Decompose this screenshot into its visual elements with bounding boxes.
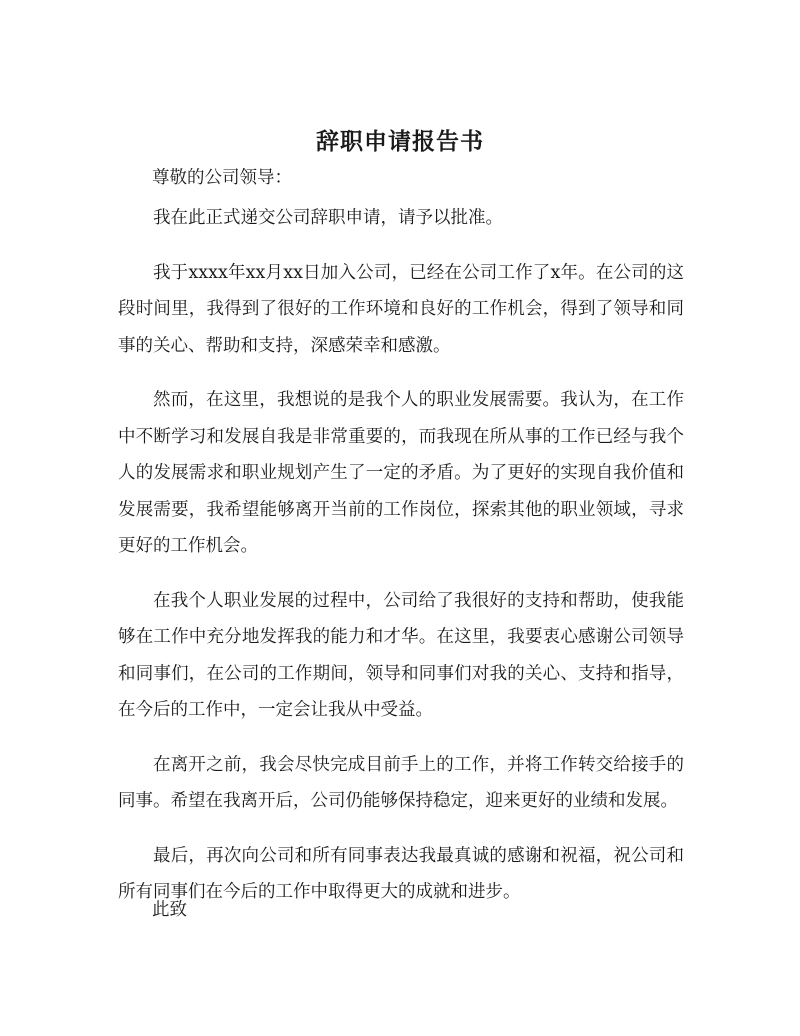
paragraph-gratitude: 在我个人职业发展的过程中，公司给了我很好的支持和帮助，使我能够在工作中充分地发挥我的能力和才华。在这里，我要衷心感谢公司领导和同事们，在公司的工作期间，领导和同事们对我的关心、支持和指导，在今后的工作中，一定会让我从中受益。 (118, 590, 684, 720)
paragraph-request: 我在此正式递交公司辞职申请，请予以批准。 (153, 208, 503, 228)
letter-body (118, 200, 684, 929)
paragraph-handover: 在离开之前，我会尽快完成目前手上的工作，并将工作转交给接手的同事。希望在我离开后，公司仍能够保持稳定，迎来更好的业绩和发展。 (118, 754, 684, 811)
salutation: 尊敬的公司领导： (152, 168, 292, 188)
page-title: 辞职申请报告书 (316, 128, 484, 155)
paragraph-reason: 然而，在这里，我想说的是我个人的职业发展需要。我认为，在工作中不断学习和发展自我是非常重要的，而我现在所从事的工作已经与我个人的发展需求和职业规划产生了一定的矛盾。为了更好的实现自我价值和发展需要，我希望能够离开当前的工作岗位，探索其他的职业领域，寻求更好的工作机会。 (118, 390, 684, 556)
closing-text: 此致 (152, 900, 187, 920)
paragraph-background: 我于xxxx年xx月xx日加入公司，已经在公司工作了x年。在公司的这段时间里，我得到了很好的工作环境和良好的工作机会，得到了领导和同事的关心、帮助和支持，深感荣幸和感激。 (118, 262, 684, 356)
paragraph-wishes: 最后，再次向公司和所有同事表达我最真诚的感谢和祝福，祝公司和所有同事们在今后的工作中取得更大的成就和进步。 (118, 845, 684, 902)
